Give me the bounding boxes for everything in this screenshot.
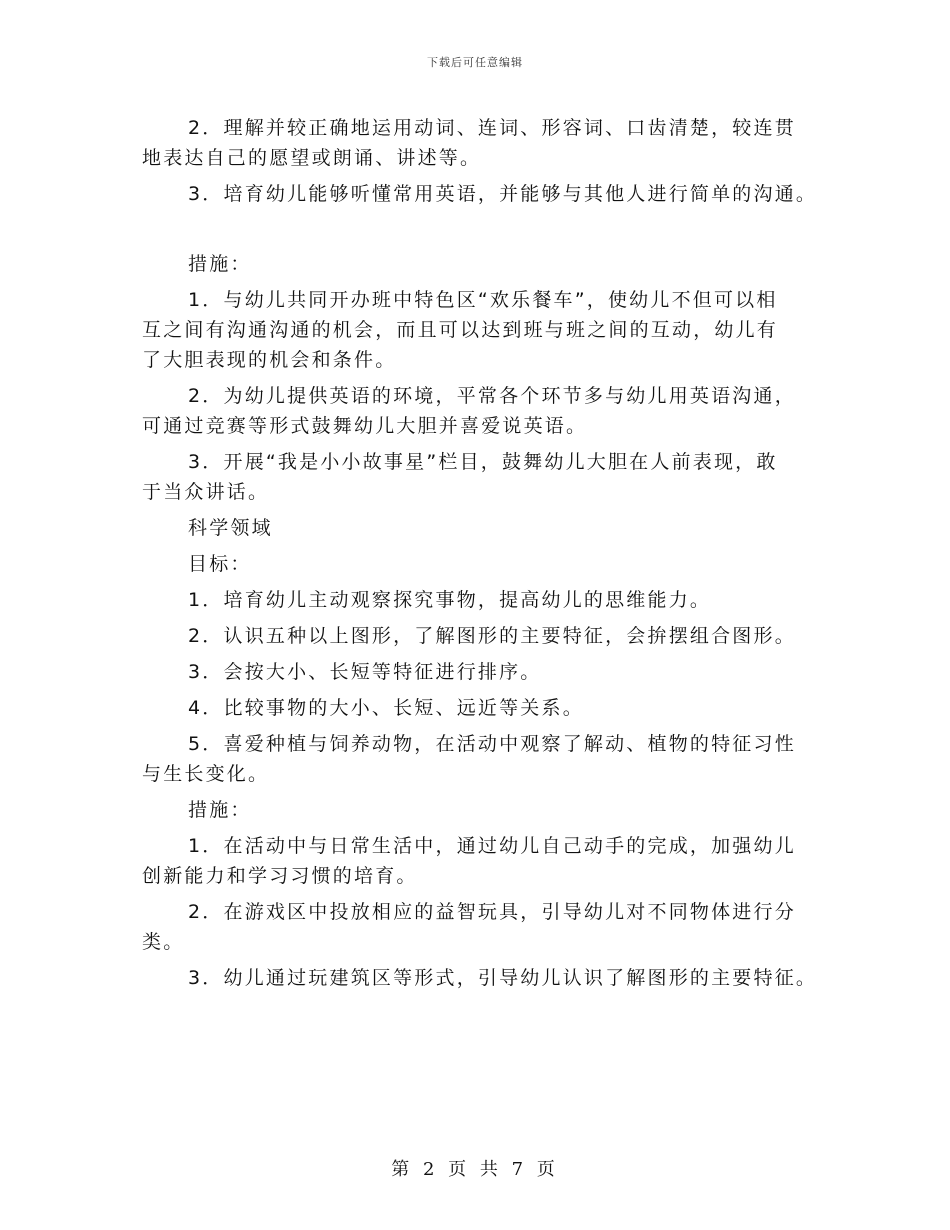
- document-body: [142, 113, 822, 993]
- paragraph-language-goal-3: [142, 179, 822, 209]
- text-line: 4．比较事物的大小、长短、远近等关系。: [188, 697, 584, 719]
- text-line: 科学领域: [188, 517, 273, 539]
- paragraph-science-measure-2: [142, 897, 822, 957]
- page-header: 下载后可任意编辑: [427, 56, 523, 69]
- text-line: 互之间有沟通沟通的机会，而且可以达到班与班之间的互动，幼儿有: [142, 319, 779, 341]
- paragraph-language-goal-2: [142, 113, 822, 173]
- text-line: 于当众讲话。: [142, 481, 270, 503]
- text-line: 地表达自己的愿望或朗诵、讲述等。: [142, 147, 482, 169]
- section-heading-science: [142, 513, 822, 543]
- measures-heading: [142, 249, 822, 279]
- measures-heading-science: [142, 795, 822, 825]
- text-line: 目标：: [188, 553, 252, 575]
- text-line: 措施：: [188, 799, 252, 821]
- text-line: 2．认识五种以上图形，了解图形的主要特征，会拚摆组合图形。: [188, 625, 796, 647]
- text-line: 3．培育幼儿能够听懂常用英语，并能够与其他人进行简单的沟通。: [188, 183, 818, 205]
- paragraph-measure-3: [142, 447, 822, 507]
- paragraph-science-goal-5: [142, 729, 822, 789]
- text-line: 措施：: [188, 253, 252, 275]
- text-line: 2．在游戏区中投放相应的益智玩具，引导幼儿对不同物体进行分: [188, 901, 796, 923]
- text-line: 3．幼儿通过玩建筑区等形式，引导幼儿认识了解图形的主要特征。: [188, 967, 818, 989]
- paragraph-science-goal-4: [142, 693, 822, 723]
- text-line: 3．开展“我是小小故事星”栏目，鼓舞幼儿大胆在人前表现，敢: [188, 451, 778, 473]
- text-line: 与生长变化。: [142, 763, 270, 785]
- paragraph-science-goal-3: [142, 657, 822, 687]
- text-line: 3．会按大小、长短等特征进行排序。: [188, 661, 542, 683]
- text-line: 了大胆表现的机会和条件。: [142, 349, 397, 371]
- text-line: 1．在活动中与日常生活中，通过幼儿自己动手的完成，加强幼儿: [188, 835, 796, 857]
- text-line: 5．喜爱种植与饲养动物，在活动中观察了解动、植物的特征习性: [188, 733, 796, 755]
- text-line: 1．与幼儿共同开办班中特色区“欢乐餐车”，使幼儿不但可以相: [188, 289, 778, 311]
- paragraph-measure-1: [142, 285, 822, 375]
- goals-heading: [142, 549, 822, 579]
- paragraph-science-goal-2: [142, 621, 822, 651]
- paragraph-science-measure-1: [142, 831, 822, 891]
- paragraph-measure-2: [142, 381, 822, 441]
- paragraph-science-measure-3: [142, 963, 822, 993]
- text-line: 类。: [142, 931, 185, 953]
- text-line: 可通过竞赛等形式鼓舞幼儿大胆并喜爱说英语。: [142, 415, 588, 437]
- paragraph-science-goal-1: [142, 585, 822, 615]
- text-line: 1．培育幼儿主动观察探究事物，提高幼儿的思维能力。: [188, 589, 712, 611]
- text-line: 2．为幼儿提供英语的环境，平常各个环节多与幼儿用英语沟通，: [188, 385, 796, 407]
- page-number: 第 2 页 共 7 页: [391, 1159, 559, 1180]
- text-line: 创新能力和学习习惯的培育。: [142, 865, 418, 887]
- text-line: 2．理解并较正确地运用动词、连词、形容词、口齿清楚，较连贯: [188, 117, 796, 139]
